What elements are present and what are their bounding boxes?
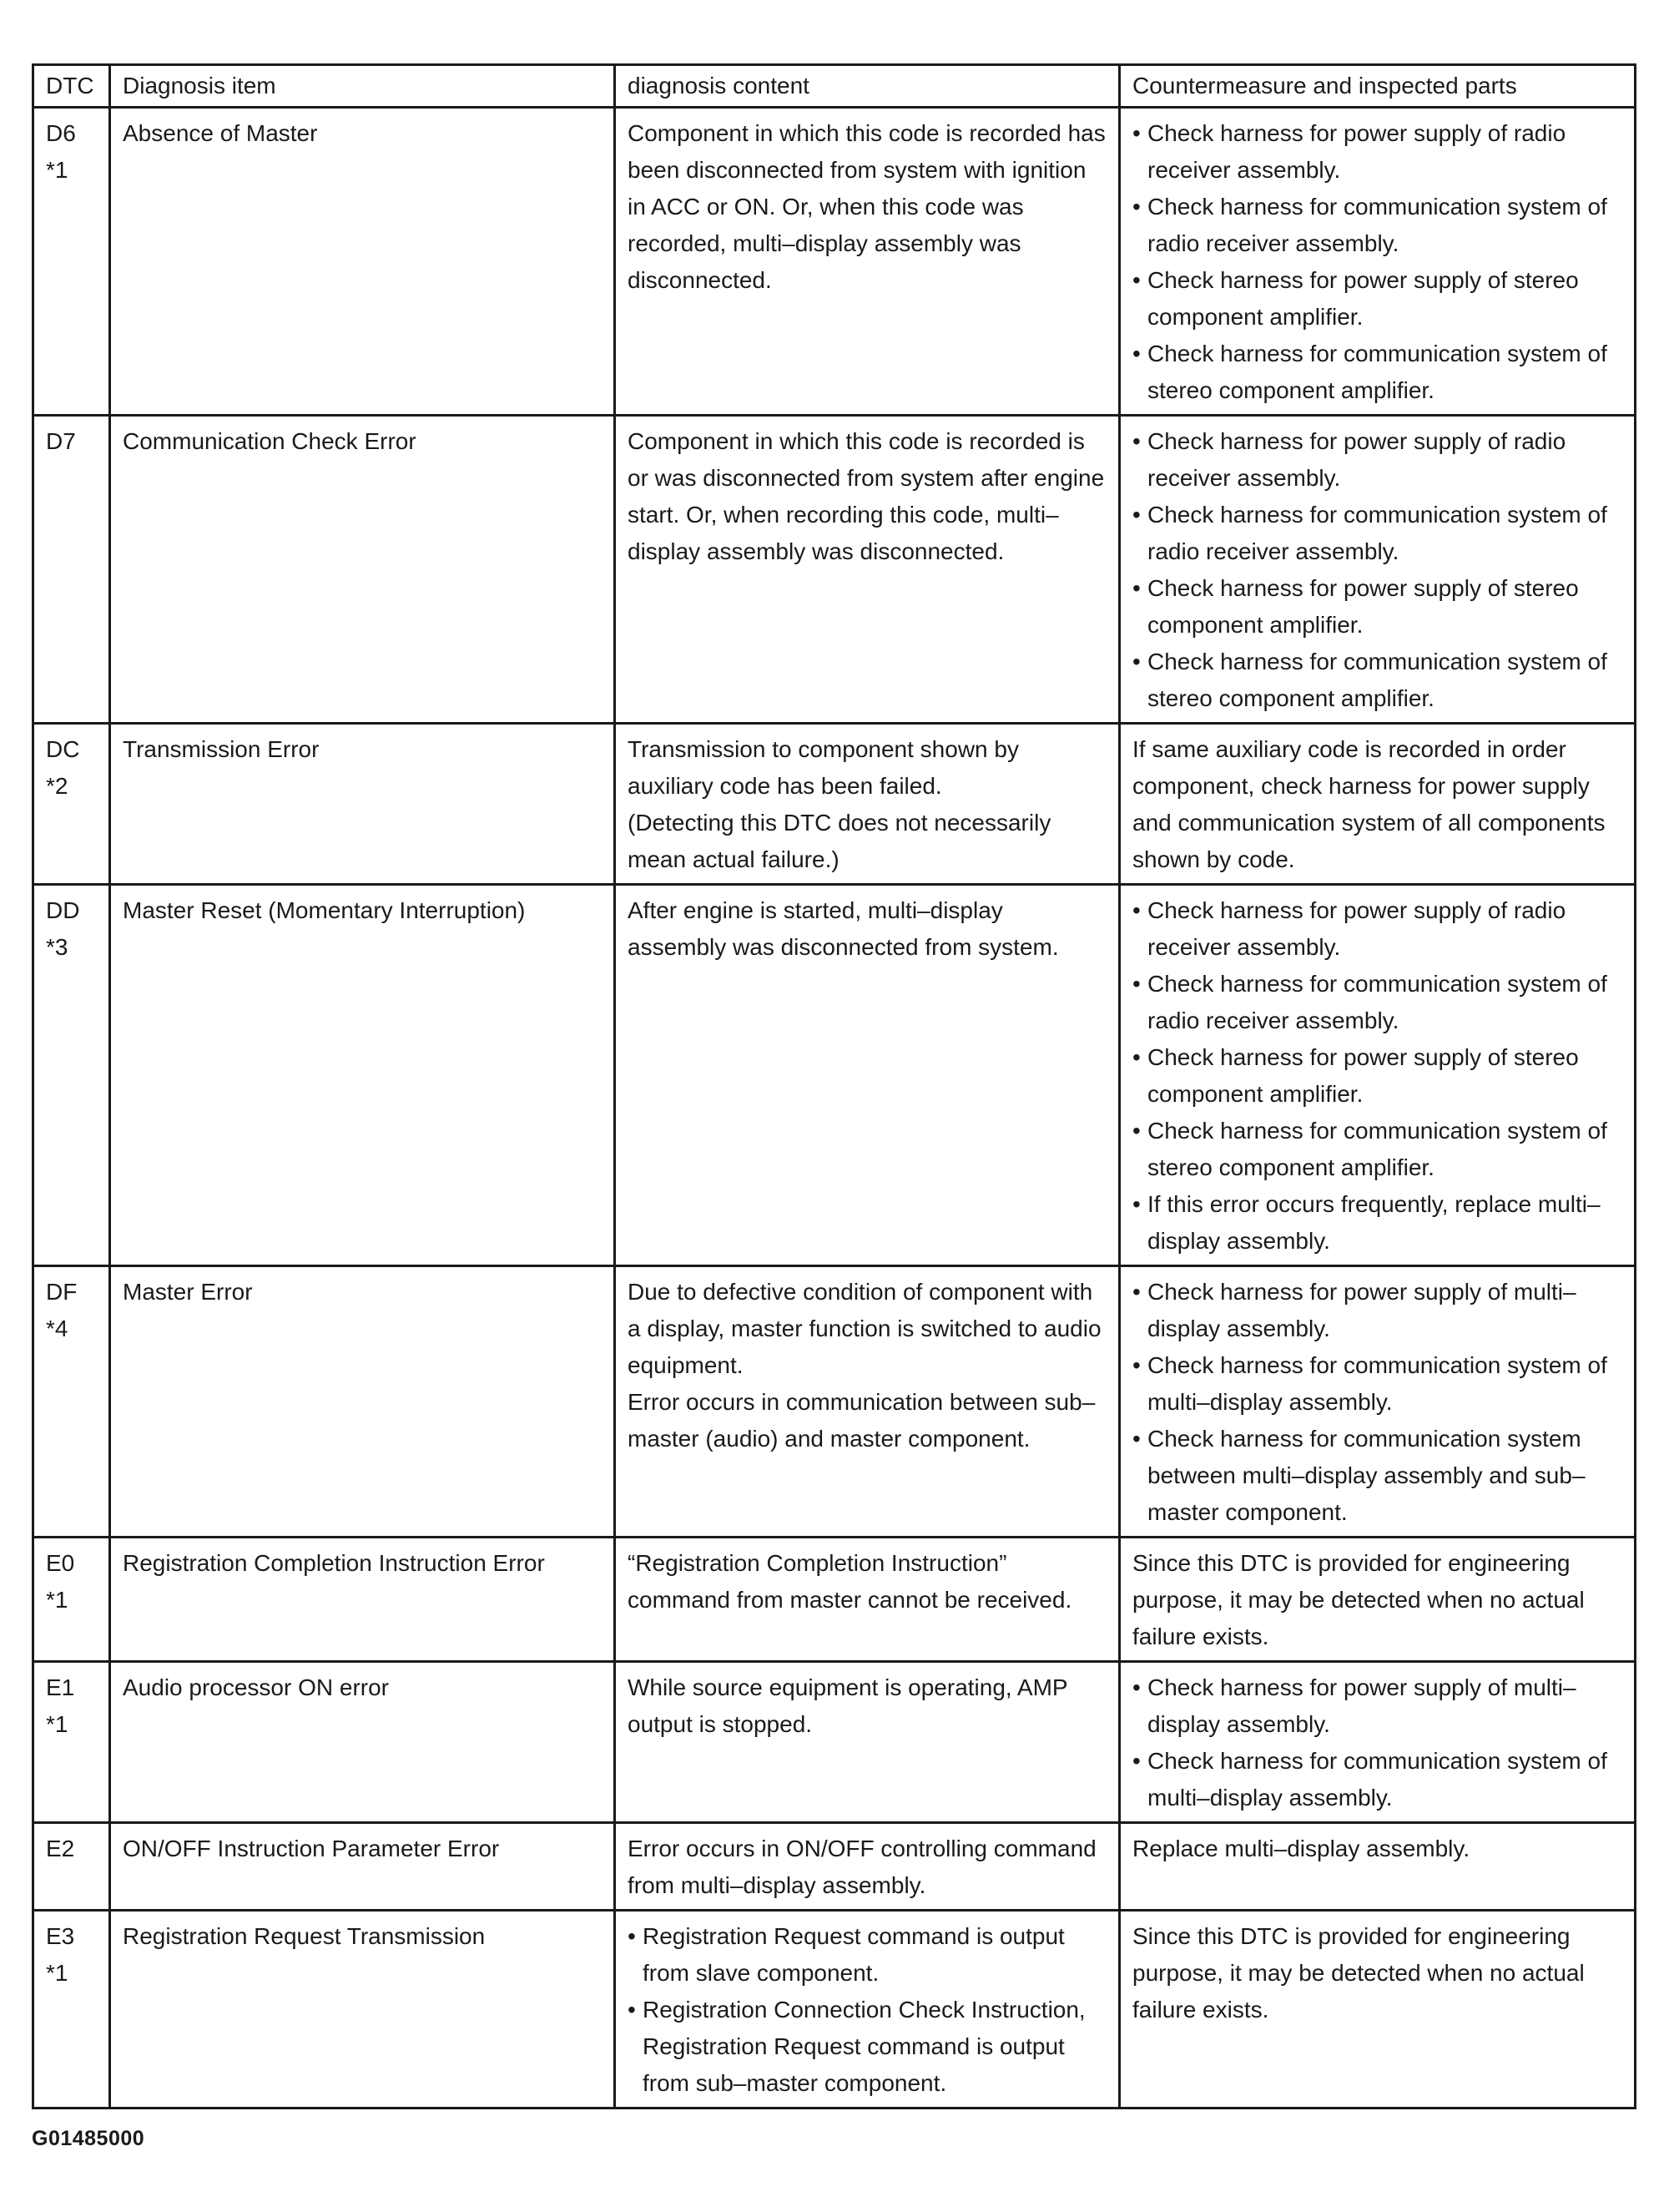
header-diagnosis-content: diagnosis content xyxy=(615,65,1120,108)
text-line: Transmission to component shown by auxiliary code has been failed. xyxy=(628,736,1019,799)
dtc-cell xyxy=(33,416,110,724)
bullet-item: • Check harness for communication system of radio receiver assembly. xyxy=(1132,189,1622,262)
diagnosis-item-cell: Master Error xyxy=(110,1266,615,1538)
countermeasure-cell xyxy=(1120,416,1636,724)
diagnosis-item-cell: ON/OFF Instruction Parameter Error xyxy=(110,1823,615,1911)
table-row xyxy=(33,1662,1636,1823)
diagnosis-item-cell: Registration Completion Instruction Error xyxy=(110,1538,615,1662)
text-line: If same auxiliary code is recorded in order component, check harness for power supply and communication system of all components shown by code. xyxy=(1132,736,1606,872)
text-line: Error occurs in communication between sub–master (audio) and master component. xyxy=(628,1389,1096,1452)
diagnosis-content-cell xyxy=(615,885,1120,1266)
bullet-item: • Check harness for power supply of multi–display assembly. xyxy=(1132,1274,1622,1347)
dtc-footnote: *3 xyxy=(46,934,68,960)
bullet-item: • Check harness for power supply of stereo component amplifier. xyxy=(1132,570,1622,644)
bullet-item: • Check harness for communication system of radio receiver assembly. xyxy=(1132,497,1622,570)
table-body xyxy=(33,108,1636,2108)
text-line: While source equipment is operating, AMP output is stopped. xyxy=(628,1674,1068,1737)
dtc-cell xyxy=(33,724,110,885)
bullet-item: • Check harness for power supply of stereo component amplifier. xyxy=(1132,1039,1622,1113)
header-dtc: DTC xyxy=(33,65,110,108)
table-row xyxy=(33,1266,1636,1538)
dtc-footnote: *2 xyxy=(46,773,68,799)
text-line: Since this DTC is provided for engineering purpose, it may be detected when no actual failure exists. xyxy=(1132,1550,1585,1649)
countermeasure-cell xyxy=(1120,1823,1636,1911)
dtc-footnote: *1 xyxy=(46,1711,68,1737)
countermeasure-cell xyxy=(1120,885,1636,1266)
countermeasure-cell xyxy=(1120,108,1636,416)
header-countermeasure: Countermeasure and inspected parts xyxy=(1120,65,1636,108)
table-row xyxy=(33,1538,1636,1662)
countermeasure-cell xyxy=(1120,724,1636,885)
diagnosis-content-cell xyxy=(615,1538,1120,1662)
diagnosis-item-cell: Audio processor ON error xyxy=(110,1662,615,1823)
diagnosis-content-cell xyxy=(615,108,1120,416)
text-line: Replace multi–display assembly. xyxy=(1132,1836,1470,1861)
dtc-code: E1 xyxy=(46,1674,75,1700)
diagnosis-content-cell xyxy=(615,1823,1120,1911)
dtc-cell xyxy=(33,1538,110,1662)
countermeasure-cell xyxy=(1120,1662,1636,1823)
dtc-footnote: *1 xyxy=(46,157,68,183)
countermeasure-cell xyxy=(1120,1911,1636,2108)
table-row xyxy=(33,1823,1636,1911)
dtc-footnote: *1 xyxy=(46,1960,68,1986)
dtc-code: E0 xyxy=(46,1550,75,1576)
diagnosis-item-cell: Master Reset (Momentary Interruption) xyxy=(110,885,615,1266)
diagnosis-content-cell xyxy=(615,724,1120,885)
dtc-cell xyxy=(33,1823,110,1911)
table-row xyxy=(33,885,1636,1266)
diagnosis-item-cell: Communication Check Error xyxy=(110,416,615,724)
text-line: Since this DTC is provided for engineering purpose, it may be detected when no actual failure exists. xyxy=(1132,1923,1585,2023)
bullet-item: • Check harness for communication system of multi–display assembly. xyxy=(1132,1347,1622,1421)
bullet-item: • Registration Request command is output from slave component. xyxy=(628,1918,1107,1992)
dtc-cell xyxy=(33,1266,110,1538)
dtc-cell xyxy=(33,1662,110,1823)
text-line: (Detecting this DTC does not necessarily mean actual failure.) xyxy=(628,810,1051,872)
text-line: “Registration Completion Instruction” command from master cannot be received. xyxy=(628,1550,1072,1613)
dtc-footnote: *4 xyxy=(46,1316,68,1341)
dtc-code: D7 xyxy=(46,428,76,454)
bullet-item: • If this error occurs frequently, replace multi–display assembly. xyxy=(1132,1186,1622,1260)
dtc-code: DF xyxy=(46,1279,78,1305)
dtc-cell xyxy=(33,1911,110,2108)
bullet-item: • Check harness for power supply of stereo component amplifier. xyxy=(1132,262,1622,336)
text-line: After engine is started, multi–display assembly was disconnected from system. xyxy=(628,897,1059,960)
dtc-table xyxy=(32,63,1636,2109)
text-line: Component in which this code is recorded has been disconnected from system with ignition in ACC or ON. Or, when this code was recorded, multi–display assembly was disconnected. xyxy=(628,120,1106,293)
bullet-item: • Registration Connection Check Instruction, Registration Request command is output from sub–master component. xyxy=(628,1992,1107,2102)
diagnosis-content-cell xyxy=(615,1911,1120,2108)
countermeasure-cell xyxy=(1120,1538,1636,1662)
bullet-item: • Check harness for communication system of stereo component amplifier. xyxy=(1132,644,1622,717)
diagnosis-content-cell xyxy=(615,1266,1120,1538)
bullet-item: • Check harness for power supply of radio receiver assembly. xyxy=(1132,115,1622,189)
dtc-code: E2 xyxy=(46,1836,75,1861)
dtc-code: E3 xyxy=(46,1923,75,1949)
dtc-footnote: *1 xyxy=(46,1587,68,1613)
dtc-code: D6 xyxy=(46,120,76,146)
header-row xyxy=(33,65,1636,108)
text-line: Due to defective condition of component with a display, master function is switched to audio equipment. xyxy=(628,1279,1102,1378)
diagnosis-item-cell: Absence of Master xyxy=(110,108,615,416)
figure-id: G01485000 xyxy=(32,2127,145,2150)
bullet-item: • Check harness for power supply of radio receiver assembly. xyxy=(1132,892,1622,966)
bullet-item: • Check harness for communication system between multi–display assembly and sub–master component. xyxy=(1132,1421,1622,1531)
table-header xyxy=(33,65,1636,108)
countermeasure-cell xyxy=(1120,1266,1636,1538)
table-row xyxy=(33,108,1636,416)
dtc-code: DC xyxy=(46,736,80,762)
table-row xyxy=(33,724,1636,885)
dtc-cell xyxy=(33,885,110,1266)
bullet-item: • Check harness for power supply of radio receiver assembly. xyxy=(1132,423,1622,497)
table-row xyxy=(33,1911,1636,2108)
dtc-cell xyxy=(33,108,110,416)
header-diagnosis-item: Diagnosis item xyxy=(110,65,615,108)
diagnosis-item-cell: Transmission Error xyxy=(110,724,615,885)
bullet-item: • Check harness for communication system of multi–display assembly. xyxy=(1132,1743,1622,1816)
bullet-item: • Check harness for communication system of stereo component amplifier. xyxy=(1132,336,1622,409)
diagnosis-content-cell xyxy=(615,416,1120,724)
table-row xyxy=(33,416,1636,724)
diagnosis-content-cell xyxy=(615,1662,1120,1823)
diagnosis-item-cell: Registration Request Transmission xyxy=(110,1911,615,2108)
dtc-code: DD xyxy=(46,897,80,923)
text-line: Error occurs in ON/OFF controlling command from multi–display assembly. xyxy=(628,1836,1097,1898)
bullet-item: • Check harness for communication system of stereo component amplifier. xyxy=(1132,1113,1622,1186)
bullet-item: • Check harness for power supply of multi–display assembly. xyxy=(1132,1669,1622,1743)
text-line: Component in which this code is recorded is or was disconnected from system after engine start. Or, when recording this code, multi–display assembly was disconnected. xyxy=(628,428,1105,564)
bullet-item: • Check harness for communication system of radio receiver assembly. xyxy=(1132,966,1622,1039)
